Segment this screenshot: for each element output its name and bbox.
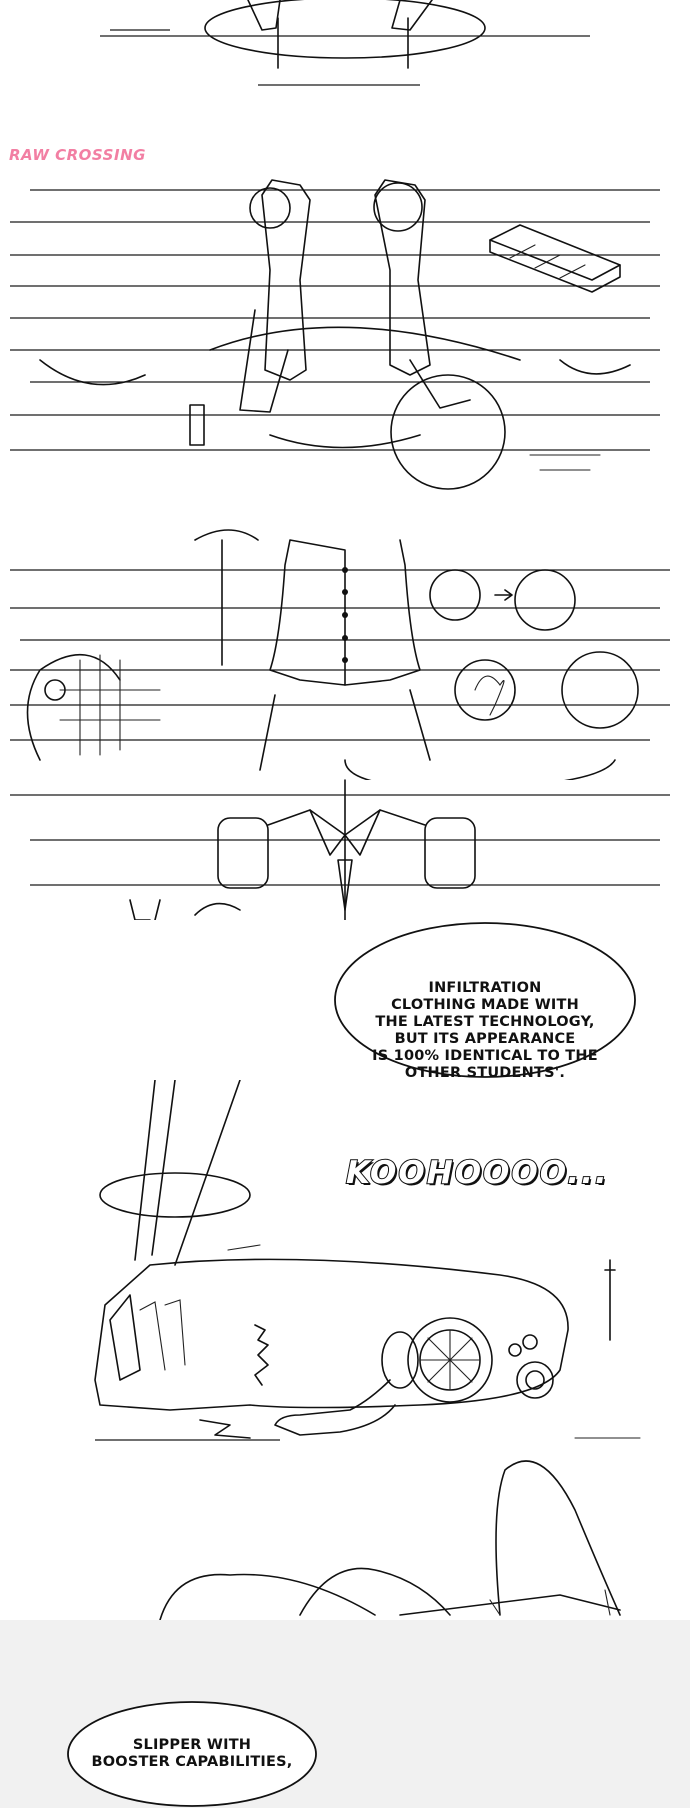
infiltration-bubble-text bbox=[355, 980, 615, 1082]
sleeves-sketch-panel bbox=[0, 150, 690, 510]
vest-sketch-panel bbox=[0, 520, 690, 780]
bubble-line: SLIPPER WITH bbox=[132, 1737, 252, 1753]
bubble-line: THE LATEST TECHNOLOGY, bbox=[375, 1014, 595, 1030]
booster-slipper-sketch-panel bbox=[0, 1080, 690, 1450]
bubble-line: OTHER STUDENTS'. bbox=[404, 1065, 566, 1081]
pants-sketch-panel bbox=[0, 0, 690, 100]
bubble-line: BOOSTER CAPABILITIES, bbox=[91, 1754, 293, 1770]
bubble-line: INFILTRATION bbox=[428, 980, 542, 996]
koohoooo-sound-effect: KOOHOOOO... bbox=[346, 1155, 609, 1191]
shirt-collar-sketch-panel bbox=[0, 760, 690, 920]
bubble-line: CLOTHING MADE WITH bbox=[391, 997, 579, 1013]
slipper-bubble-text bbox=[76, 1737, 308, 1771]
hills-sketch-panel bbox=[0, 1450, 690, 1620]
raw-crossing-watermark: RAW CROSSING bbox=[9, 146, 146, 164]
bubble-line: IS 100% IDENTICAL TO THE bbox=[372, 1048, 598, 1064]
bubble-line: BUT ITS APPEARANCE bbox=[394, 1031, 576, 1047]
